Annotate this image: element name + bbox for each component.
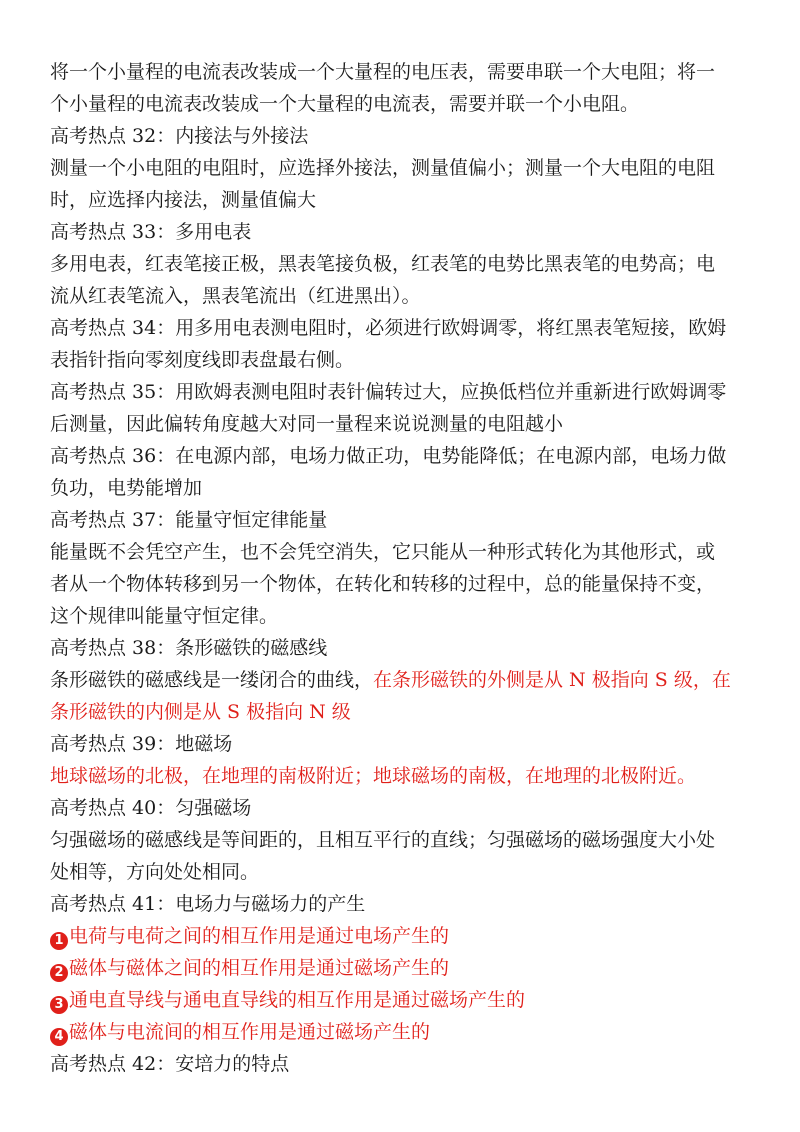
text-line: 匀强磁场的磁感线是等间距的，且相互平行的直线；匀强磁场的磁场强度大小处 <box>50 829 716 851</box>
list-item <box>50 984 762 1016</box>
text-line: 时，应选择内接法，测量值偏大 <box>50 189 317 211</box>
text-line: 将一个小量程的电流表改装成一个大量程的电压表，需要串联一个大电阻；将一 <box>50 61 716 83</box>
section-heading-40: 高考热点 40：匀强磁场 <box>50 797 252 819</box>
mixed-text-line <box>50 664 762 696</box>
number-badge-icon: 3 <box>50 996 68 1014</box>
text-line: 后测量，因此偏转角度越大对同一量程来说说测量的电阻越小 <box>50 413 564 435</box>
list-item-text: 磁体与电流间的相互作用是通过磁场产生的 <box>69 1021 431 1043</box>
text-line: 者从一个物体转移到另一个物体，在转化和转移的过程中，总的能量保持不变， <box>50 573 716 595</box>
text-line: 个小量程的电流表改装成一个大量程的电流表，需要并联一个小电阻。 <box>50 93 640 115</box>
list-item <box>50 1016 762 1048</box>
section-heading-39: 高考热点 39：地磁场 <box>50 733 233 755</box>
highlighted-line: 条形磁铁的内侧是从 S 极指向 N 级 <box>50 701 351 723</box>
number-badge-icon: 2 <box>50 964 68 982</box>
text-line: 测量一个小电阻的电阻时，应选择外接法，测量值偏小；测量一个大电阻的电阻 <box>50 157 716 179</box>
text-line: 能量既不会凭空产生，也不会凭空消失，它只能从一种形式转化为其他形式，或 <box>50 541 716 563</box>
text-line: 表指针指向零刻度线即表盘最右侧。 <box>50 349 355 371</box>
section-heading-42: 高考热点 42：安培力的特点 <box>50 1053 290 1075</box>
highlighted-line: 地球磁场的北极，在地理的南极附近；地球磁场的南极，在地理的北极附近。 <box>50 765 697 787</box>
list-item <box>50 952 762 984</box>
section-heading-36: 高考热点 36：在电源内部，电场力做正功，电势能降低；在电源内部，电场力做 <box>50 445 727 467</box>
number-badge-icon: 1 <box>50 932 68 950</box>
section-heading-32: 高考热点 32：内接法与外接法 <box>50 125 309 147</box>
text-line: 处相等，方向处处相同。 <box>50 861 260 883</box>
document-page <box>50 56 762 1080</box>
text-line: 负功，电势能增加 <box>50 477 203 499</box>
list-item-text: 通电直导线与通电直导线的相互作用是通过磁场产生的 <box>69 989 526 1011</box>
text-line: 这个规律叫能量守恒定律。 <box>50 605 279 627</box>
text-line: 多用电表，红表笔接正极，黑表笔接负极，红表笔的电势比黑表笔的电势高；电 <box>50 253 716 275</box>
highlighted-text: 在条形磁铁的外侧是从 N 极指向 S 级，在 <box>373 669 731 691</box>
list-item-text: 磁体与磁体之间的相互作用是通过磁场产生的 <box>69 957 450 979</box>
section-heading-37: 高考热点 37：能量守恒定律能量 <box>50 509 328 531</box>
section-heading-34: 高考热点 34：用多用电表测电阻时，必须进行欧姆调零，将红黑表笔短接，欧姆 <box>50 317 727 339</box>
section-heading-35: 高考热点 35：用欧姆表测电阻时表针偏转过大，应换低档位并重新进行欧姆调零 <box>50 381 727 403</box>
text-line: 流从红表笔流入，黑表笔流出（红进黑出）。 <box>50 285 421 307</box>
section-heading-38: 高考热点 38：条形磁铁的磁感线 <box>50 637 328 659</box>
black-text: 条形磁铁的磁感线是一缕闭合的曲线， <box>50 669 374 691</box>
list-item <box>50 920 762 952</box>
list-item-text: 电荷与电荷之间的相互作用是通过电场产生的 <box>69 925 450 947</box>
number-badge-icon: 4 <box>50 1028 68 1046</box>
section-heading-41: 高考热点 41：电场力与磁场力的产生 <box>50 893 366 915</box>
section-heading-33: 高考热点 33：多用电表 <box>50 221 252 243</box>
